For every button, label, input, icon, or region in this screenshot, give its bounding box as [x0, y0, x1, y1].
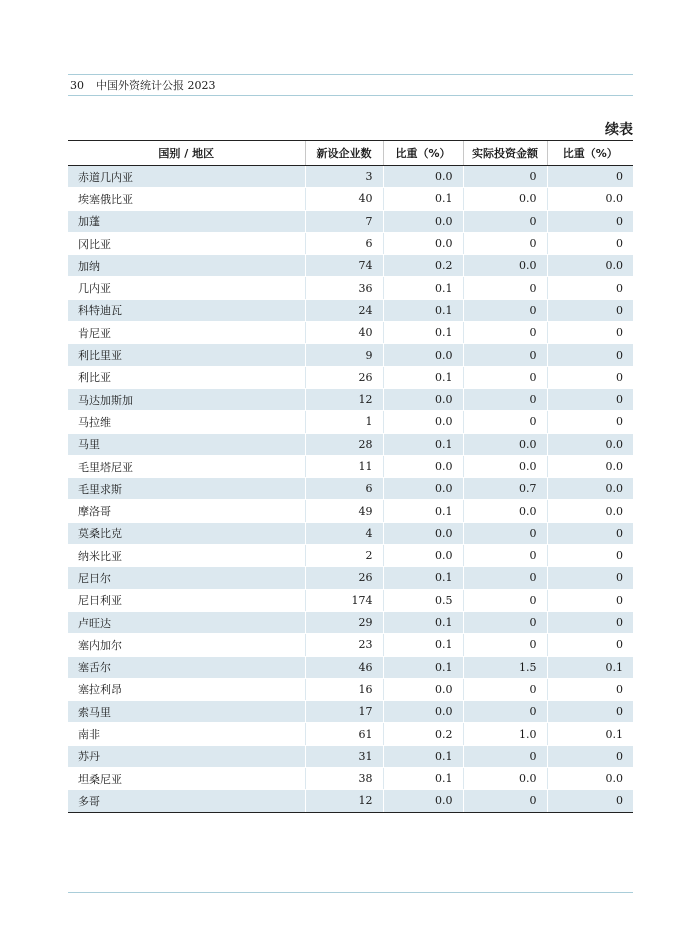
table-row [68, 611, 633, 633]
cell-share: 0.1 [383, 656, 463, 678]
cell-new-enterprises: 23 [305, 634, 383, 656]
table-row [68, 500, 633, 522]
table-row [68, 656, 633, 678]
cell-actual-investment: 0.0 [463, 500, 547, 522]
cell-country: 冈比亚 [68, 232, 305, 254]
cell-investment-share: 0.0 [547, 768, 633, 790]
cell-share: 0.0 [383, 411, 463, 433]
cell-new-enterprises: 11 [305, 455, 383, 477]
cell-share: 0.0 [383, 210, 463, 232]
cell-new-enterprises: 12 [305, 388, 383, 410]
table-row [68, 745, 633, 767]
cell-country: 赤道几内亚 [68, 166, 305, 188]
cell-share: 0.1 [383, 188, 463, 210]
cell-investment-share: 0 [547, 522, 633, 544]
cell-share: 0.1 [383, 322, 463, 344]
cell-new-enterprises: 38 [305, 768, 383, 790]
cell-investment-share: 0.1 [547, 723, 633, 745]
cell-country: 利比亚 [68, 366, 305, 388]
table-row [68, 344, 633, 366]
cell-share: 0.1 [383, 745, 463, 767]
cell-new-enterprises: 26 [305, 366, 383, 388]
continued-table-label: 续表 [605, 122, 633, 138]
cell-actual-investment: 0 [463, 567, 547, 589]
table-row [68, 433, 633, 455]
cell-investment-share: 0 [547, 322, 633, 344]
cell-country: 苏丹 [68, 745, 305, 767]
statistics-table [68, 140, 633, 813]
table-row [68, 701, 633, 723]
table-row [68, 790, 633, 812]
cell-actual-investment: 0 [463, 790, 547, 812]
cell-country: 塞拉利昂 [68, 678, 305, 700]
cell-actual-investment: 0 [463, 411, 547, 433]
cell-new-enterprises: 12 [305, 790, 383, 812]
table-row [68, 232, 633, 254]
cell-country: 几内亚 [68, 277, 305, 299]
table-row [68, 299, 633, 321]
cell-share: 0.1 [383, 567, 463, 589]
cell-actual-investment: 1.0 [463, 723, 547, 745]
cell-share: 0.0 [383, 455, 463, 477]
table-row [68, 522, 633, 544]
cell-investment-share: 0.1 [547, 656, 633, 678]
column-header-investment-share: 比重（%） [547, 141, 633, 166]
cell-country: 马达加斯加 [68, 388, 305, 410]
cell-investment-share: 0 [547, 388, 633, 410]
cell-country: 科特迪瓦 [68, 299, 305, 321]
table-row [68, 589, 633, 611]
cell-share: 0.0 [383, 701, 463, 723]
table-row [68, 723, 633, 745]
cell-actual-investment: 0 [463, 611, 547, 633]
cell-new-enterprises: 28 [305, 433, 383, 455]
table-row [68, 411, 633, 433]
cell-new-enterprises: 26 [305, 567, 383, 589]
cell-actual-investment: 0.0 [463, 188, 547, 210]
footer-divider [68, 892, 633, 893]
cell-country: 利比里亚 [68, 344, 305, 366]
cell-country: 毛里塔尼亚 [68, 455, 305, 477]
table-row [68, 322, 633, 344]
cell-investment-share: 0 [547, 210, 633, 232]
cell-new-enterprises: 46 [305, 656, 383, 678]
cell-new-enterprises: 7 [305, 210, 383, 232]
cell-country: 马拉维 [68, 411, 305, 433]
cell-country: 马里 [68, 433, 305, 455]
cell-actual-investment: 0 [463, 366, 547, 388]
cell-share: 0.0 [383, 522, 463, 544]
cell-country: 莫桑比克 [68, 522, 305, 544]
table-body [68, 166, 633, 813]
table-row [68, 188, 633, 210]
cell-investment-share: 0 [547, 166, 633, 188]
table-header-row [68, 141, 633, 166]
cell-actual-investment: 0 [463, 232, 547, 254]
column-header-new-enterprises: 新设企业数 [305, 141, 383, 166]
cell-investment-share: 0 [547, 277, 633, 299]
cell-share: 0.1 [383, 500, 463, 522]
cell-share: 0.1 [383, 634, 463, 656]
cell-investment-share: 0 [547, 745, 633, 767]
cell-actual-investment: 0.0 [463, 255, 547, 277]
cell-actual-investment: 1.5 [463, 656, 547, 678]
cell-new-enterprises: 24 [305, 299, 383, 321]
cell-share: 0.1 [383, 277, 463, 299]
cell-share: 0.1 [383, 611, 463, 633]
cell-investment-share: 0.0 [547, 500, 633, 522]
cell-new-enterprises: 17 [305, 701, 383, 723]
cell-actual-investment: 0.0 [463, 433, 547, 455]
cell-country: 塞舌尔 [68, 656, 305, 678]
cell-actual-investment: 0 [463, 522, 547, 544]
cell-investment-share: 0 [547, 366, 633, 388]
cell-investment-share: 0 [547, 545, 633, 567]
cell-new-enterprises: 4 [305, 522, 383, 544]
cell-new-enterprises: 40 [305, 188, 383, 210]
page-header [68, 74, 633, 96]
cell-investment-share: 0 [547, 634, 633, 656]
cell-investment-share: 0 [547, 344, 633, 366]
table-row [68, 388, 633, 410]
publication-title: 中国外资统计公报 2023 [96, 79, 216, 92]
cell-actual-investment: 0 [463, 277, 547, 299]
cell-investment-share: 0 [547, 589, 633, 611]
cell-share: 0.0 [383, 388, 463, 410]
table-row [68, 166, 633, 188]
cell-actual-investment: 0 [463, 166, 547, 188]
cell-share: 0.0 [383, 478, 463, 500]
cell-actual-investment: 0 [463, 210, 547, 232]
cell-new-enterprises: 2 [305, 545, 383, 567]
cell-share: 0.1 [383, 299, 463, 321]
cell-share: 0.0 [383, 232, 463, 254]
cell-new-enterprises: 74 [305, 255, 383, 277]
cell-share: 0.0 [383, 790, 463, 812]
cell-investment-share: 0 [547, 611, 633, 633]
table-row [68, 478, 633, 500]
cell-share: 0.1 [383, 768, 463, 790]
cell-share: 0.0 [383, 678, 463, 700]
cell-new-enterprises: 16 [305, 678, 383, 700]
cell-country: 尼日利亚 [68, 589, 305, 611]
cell-investment-share: 0 [547, 701, 633, 723]
cell-investment-share: 0 [547, 299, 633, 321]
cell-new-enterprises: 61 [305, 723, 383, 745]
table-row [68, 277, 633, 299]
table-row [68, 366, 633, 388]
cell-country: 毛里求斯 [68, 478, 305, 500]
column-header-share: 比重（%） [383, 141, 463, 166]
cell-investment-share: 0 [547, 411, 633, 433]
cell-share: 0.2 [383, 255, 463, 277]
cell-country: 卢旺达 [68, 611, 305, 633]
page-number: 30 [70, 79, 84, 92]
table-row [68, 210, 633, 232]
cell-country: 南非 [68, 723, 305, 745]
cell-investment-share: 0 [547, 678, 633, 700]
cell-new-enterprises: 49 [305, 500, 383, 522]
cell-actual-investment: 0.0 [463, 768, 547, 790]
cell-share: 0.0 [383, 344, 463, 366]
cell-investment-share: 0 [547, 790, 633, 812]
cell-investment-share: 0 [547, 232, 633, 254]
cell-actual-investment: 0.7 [463, 478, 547, 500]
cell-actual-investment: 0 [463, 322, 547, 344]
cell-new-enterprises: 40 [305, 322, 383, 344]
table-row [68, 545, 633, 567]
cell-investment-share: 0.0 [547, 478, 633, 500]
cell-investment-share: 0.0 [547, 433, 633, 455]
cell-actual-investment: 0 [463, 634, 547, 656]
cell-investment-share: 0.0 [547, 255, 633, 277]
cell-share: 0.2 [383, 723, 463, 745]
cell-country: 肯尼亚 [68, 322, 305, 344]
cell-new-enterprises: 36 [305, 277, 383, 299]
table-row [68, 678, 633, 700]
cell-new-enterprises: 3 [305, 166, 383, 188]
cell-new-enterprises: 29 [305, 611, 383, 633]
cell-investment-share: 0.0 [547, 455, 633, 477]
cell-actual-investment: 0.0 [463, 455, 547, 477]
cell-new-enterprises: 174 [305, 589, 383, 611]
cell-new-enterprises: 9 [305, 344, 383, 366]
table-row [68, 768, 633, 790]
cell-country: 坦桑尼亚 [68, 768, 305, 790]
cell-share: 0.1 [383, 366, 463, 388]
column-header-actual-investment: 实际投资金额 [463, 141, 547, 166]
cell-country: 加纳 [68, 255, 305, 277]
cell-country: 加蓬 [68, 210, 305, 232]
cell-share: 0.1 [383, 433, 463, 455]
cell-new-enterprises: 6 [305, 478, 383, 500]
cell-new-enterprises: 1 [305, 411, 383, 433]
cell-country: 埃塞俄比亚 [68, 188, 305, 210]
cell-investment-share: 0 [547, 567, 633, 589]
cell-actual-investment: 0 [463, 678, 547, 700]
cell-actual-investment: 0 [463, 299, 547, 321]
cell-country: 塞内加尔 [68, 634, 305, 656]
cell-investment-share: 0.0 [547, 188, 633, 210]
cell-share: 0.0 [383, 545, 463, 567]
cell-country: 摩洛哥 [68, 500, 305, 522]
table-row [68, 255, 633, 277]
cell-share: 0.5 [383, 589, 463, 611]
cell-actual-investment: 0 [463, 344, 547, 366]
cell-actual-investment: 0 [463, 745, 547, 767]
cell-new-enterprises: 31 [305, 745, 383, 767]
table-row [68, 567, 633, 589]
cell-actual-investment: 0 [463, 388, 547, 410]
cell-actual-investment: 0 [463, 701, 547, 723]
cell-share: 0.0 [383, 166, 463, 188]
table-row [68, 455, 633, 477]
cell-actual-investment: 0 [463, 589, 547, 611]
column-header-country: 国别 / 地区 [68, 141, 305, 166]
cell-country: 多哥 [68, 790, 305, 812]
cell-country: 纳米比亚 [68, 545, 305, 567]
cell-country: 索马里 [68, 701, 305, 723]
cell-country: 尼日尔 [68, 567, 305, 589]
table-row [68, 634, 633, 656]
cell-new-enterprises: 6 [305, 232, 383, 254]
cell-actual-investment: 0 [463, 545, 547, 567]
